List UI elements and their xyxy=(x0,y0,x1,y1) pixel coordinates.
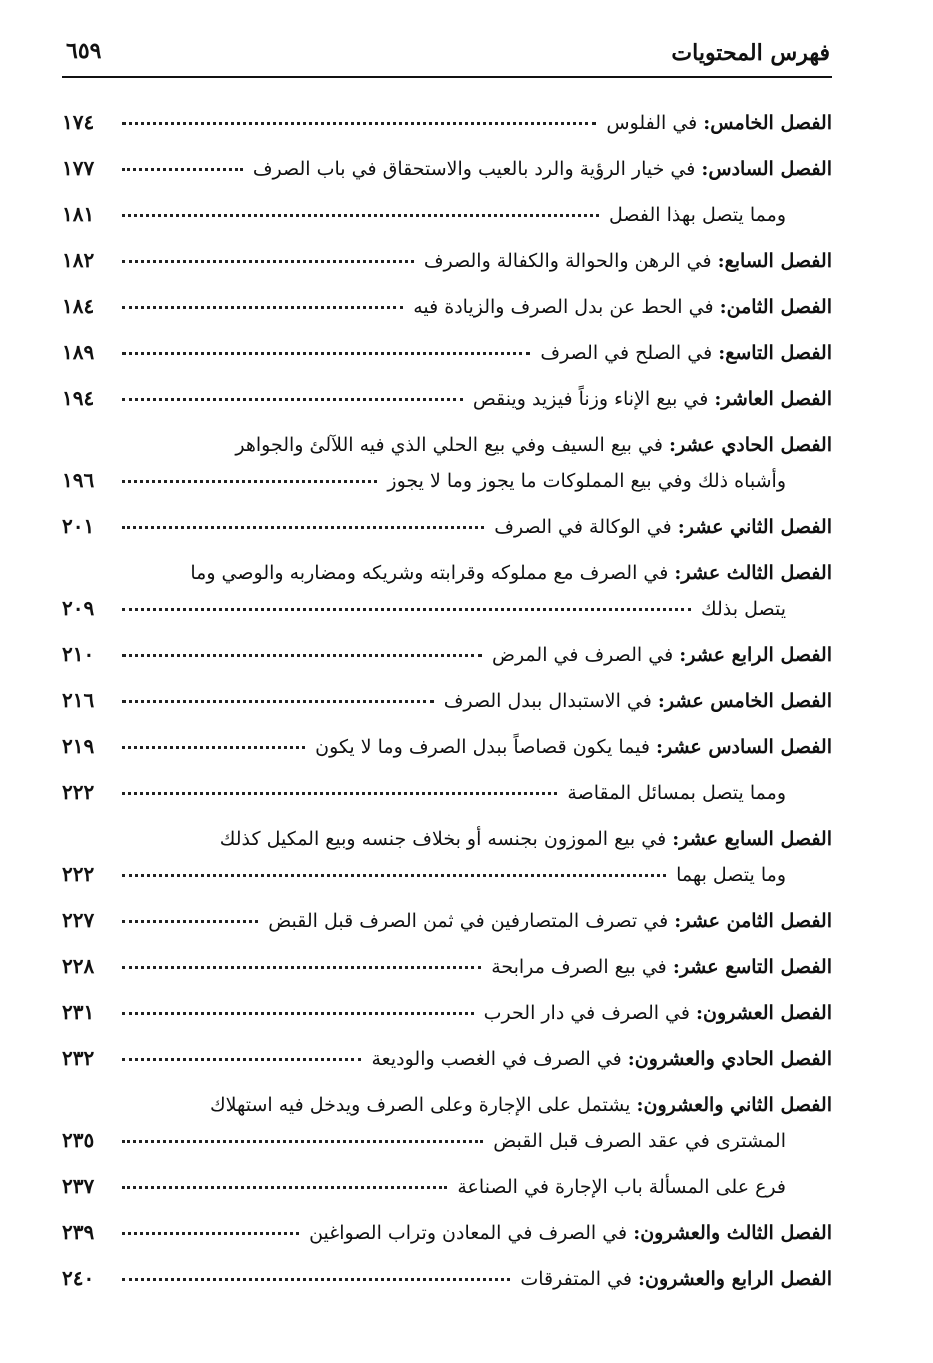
toc-page-number: ١٨٩ xyxy=(62,340,95,364)
chapter-text: في الاستبدال ببدل الصرف xyxy=(443,690,652,712)
toc-page-number: ٢٣٩ xyxy=(62,1220,95,1244)
dot-leader xyxy=(122,1186,447,1189)
toc-line xyxy=(62,896,832,932)
toc-title xyxy=(567,782,786,804)
toc-entry xyxy=(62,282,832,318)
dot-leader xyxy=(122,1012,474,1015)
chapter-label: الفصل الثامن عشر: xyxy=(674,910,832,932)
toc-entry xyxy=(62,144,832,180)
chapter-text: في الصرف في الغصب والوديعة xyxy=(371,1048,622,1070)
toc-line xyxy=(62,722,832,758)
toc-entry xyxy=(62,1208,832,1244)
chapter-label: الفصل العشرون: xyxy=(696,1002,832,1024)
chapter-text: ومما يتصل بمسائل المقاصة xyxy=(567,782,786,804)
chapter-label: الفصل الثالث والعشرون: xyxy=(633,1222,832,1244)
toc-line xyxy=(62,144,832,180)
toc-line xyxy=(62,190,832,226)
chapter-text-continued: وأشباه ذلك وفي بيع المملوكات ما يجوز وما لا يجوز xyxy=(387,470,786,492)
chapter-label: الفصل الحادي والعشرون: xyxy=(627,1048,832,1070)
chapter-text: في الصرف في المعادن وتراب الصواغين xyxy=(309,1222,628,1244)
toc-line xyxy=(62,1208,832,1244)
toc-line xyxy=(62,1080,832,1116)
toc-title xyxy=(491,956,832,978)
chapter-label: الفصل السادس: xyxy=(701,158,832,180)
toc-title xyxy=(444,690,832,712)
toc-entry xyxy=(62,1080,832,1152)
toc-title xyxy=(609,204,786,226)
toc-entry xyxy=(62,190,832,226)
chapter-text-continued: يتصل بذلك xyxy=(701,598,786,620)
chapter-label: الفصل السادس عشر: xyxy=(655,736,832,758)
toc-entry xyxy=(62,328,832,364)
toc-line xyxy=(62,584,832,620)
chapter-text: في الصلح في الصرف xyxy=(540,342,713,364)
dot-leader xyxy=(122,122,596,125)
chapter-text: فرع على المسألة باب الإجارة في الصناعة xyxy=(457,1176,786,1198)
toc-page-number: ٢٣٧ xyxy=(62,1174,95,1198)
toc-entry xyxy=(62,988,832,1024)
toc-page-number: ٢٣٥ xyxy=(62,1128,95,1152)
chapter-text: في الرهن والحوالة والكفالة والصرف xyxy=(423,250,712,272)
toc-line xyxy=(62,502,832,538)
toc-line xyxy=(62,98,832,134)
toc-title xyxy=(606,112,832,134)
toc-page-number: ٢٤٠ xyxy=(62,1266,95,1290)
toc-page-number: ٢٢٨ xyxy=(62,954,95,978)
dot-leader xyxy=(122,260,414,263)
toc-page-number: ٢٢٢ xyxy=(62,780,95,804)
table-of-contents xyxy=(62,98,832,1300)
chapter-label: الفصل الرابع عشر: xyxy=(679,644,832,666)
toc-page-number: ٢٠٩ xyxy=(62,596,95,620)
chapter-text-continued: المشترى في عقد الصرف قبل القبض xyxy=(493,1130,786,1152)
chapter-text: في بيع الإناء وزناً فيزيد وينقص xyxy=(472,388,709,410)
toc-page-number: ٢٣٢ xyxy=(62,1046,95,1070)
toc-page-number: ٢٢٧ xyxy=(62,908,95,932)
toc-title xyxy=(457,1176,786,1198)
toc-entry xyxy=(62,420,832,492)
toc-page-number: ١٧٧ xyxy=(62,156,95,180)
toc-line xyxy=(62,676,832,712)
toc-page-number: ١٧٤ xyxy=(62,110,95,134)
dot-leader xyxy=(122,1058,361,1061)
toc-title xyxy=(253,158,832,180)
dot-leader xyxy=(122,1232,299,1235)
toc-entry xyxy=(62,630,832,666)
chapter-text: في تصرف المتصارفين في ثمن الصرف قبل القبض xyxy=(268,910,669,932)
chapter-text: ومما يتصل بهذا الفصل xyxy=(609,204,786,226)
chapter-text: فيما يكون قصاصاً ببدل الصرف وما لا يكون xyxy=(315,736,650,758)
toc-page-number: ١٩٦ xyxy=(62,468,95,492)
chapter-label: الفصل السابع عشر: xyxy=(672,828,832,850)
dot-leader xyxy=(122,168,243,171)
toc-line xyxy=(62,988,832,1024)
dot-leader xyxy=(122,526,484,529)
chapter-text: في الحط عن بدل الصرف والزيادة فيه xyxy=(413,296,714,318)
toc-title xyxy=(484,1002,832,1024)
chapter-label: الفصل العاشر: xyxy=(714,388,832,410)
book-page xyxy=(62,28,832,1290)
dot-leader xyxy=(122,608,691,611)
chapter-text: في الصرف مع مملوكه وقرابته وشريكه ومضاربه والوصي وما xyxy=(190,562,669,584)
dot-leader xyxy=(122,874,666,877)
chapter-text: في الصرف في المرض xyxy=(491,644,674,666)
toc-line xyxy=(62,850,832,886)
toc-title xyxy=(309,1222,832,1244)
toc-line xyxy=(62,456,832,492)
toc-title xyxy=(413,296,832,318)
toc-page-number: ١٩٤ xyxy=(62,386,95,410)
dot-leader xyxy=(122,654,482,657)
dot-leader xyxy=(122,398,463,401)
chapter-label: الفصل الرابع والعشرون: xyxy=(638,1268,832,1290)
dot-leader xyxy=(122,352,530,355)
chapter-label: الفصل الثالث عشر: xyxy=(674,562,832,584)
toc-title xyxy=(520,1268,832,1290)
chapter-label: الفصل الحادي عشر: xyxy=(668,434,832,456)
chapter-text: في المتفرقات xyxy=(520,1268,632,1290)
chapter-label: الفصل الثامن: xyxy=(719,296,832,318)
toc-page-number: ٢٠١ xyxy=(62,514,95,538)
page-title: فهرس المحتويات xyxy=(671,40,830,66)
chapter-label: الفصل الثاني عشر: xyxy=(677,516,832,538)
chapter-text: في الصرف في دار الحرب xyxy=(483,1002,690,1024)
toc-line xyxy=(62,814,832,850)
toc-page-number: ١٨١ xyxy=(62,202,95,226)
toc-title xyxy=(473,388,832,410)
toc-page-number: ٢١٠ xyxy=(62,642,95,666)
toc-entry xyxy=(62,502,832,538)
chapter-text: في بيع الصرف مرابحة xyxy=(491,956,667,978)
dot-leader xyxy=(122,306,403,309)
toc-title xyxy=(494,516,832,538)
toc-line xyxy=(62,420,832,456)
toc-line xyxy=(62,768,832,804)
toc-entry xyxy=(62,814,832,886)
chapter-text: في بيع الموزون بجنسه أو بخلاف جنسه وبيع المكيل كذلك xyxy=(219,828,667,850)
toc-title xyxy=(315,736,832,758)
page-header xyxy=(62,28,832,78)
dot-leader xyxy=(122,920,258,923)
toc-page-number: ٢٢٢ xyxy=(62,862,95,886)
chapter-label: الفصل الثاني والعشرون: xyxy=(636,1094,832,1116)
toc-entry xyxy=(62,1034,832,1070)
toc-title xyxy=(424,250,832,272)
toc-title xyxy=(371,1048,832,1070)
toc-entry xyxy=(62,896,832,932)
chapter-label: الفصل السابع: xyxy=(717,250,832,272)
toc-page-number: ١٨٤ xyxy=(62,294,95,318)
chapter-label: الفصل التاسع عشر: xyxy=(672,956,832,978)
toc-entry xyxy=(62,676,832,712)
chapter-text: في الوكالة في الصرف xyxy=(494,516,672,538)
toc-title xyxy=(62,1094,832,1116)
chapter-label: الفصل التاسع: xyxy=(718,342,832,364)
dot-leader xyxy=(122,214,599,217)
toc-entry xyxy=(62,548,832,620)
toc-title xyxy=(540,342,832,364)
chapter-text-continued: وما يتصل بهما xyxy=(676,864,786,886)
dot-leader xyxy=(122,700,434,703)
toc-title xyxy=(62,562,832,584)
toc-page-number: ٢٣١ xyxy=(62,1000,95,1024)
chapter-text: يشتمل على الإجارة وعلى الصرف ويدخل فيه استهلاك xyxy=(209,1094,631,1116)
toc-line xyxy=(62,282,832,318)
toc-line xyxy=(62,1254,832,1290)
toc-page-number: ٢١٦ xyxy=(62,688,95,712)
toc-line xyxy=(62,630,832,666)
toc-line xyxy=(62,548,832,584)
dot-leader xyxy=(122,480,377,483)
toc-entry xyxy=(62,1162,832,1198)
chapter-text: في خيار الرؤية والرد بالعيب والاستحقاق في باب الصرف xyxy=(252,158,696,180)
chapter-label: الفصل الخامس عشر: xyxy=(657,690,832,712)
toc-entry xyxy=(62,98,832,134)
toc-line xyxy=(62,942,832,978)
toc-title xyxy=(62,828,832,850)
toc-line xyxy=(62,1034,832,1070)
toc-page-number: ١٨٢ xyxy=(62,248,95,272)
toc-line xyxy=(62,328,832,364)
toc-title xyxy=(268,910,832,932)
toc-title xyxy=(492,644,832,666)
toc-line xyxy=(62,236,832,272)
dot-leader xyxy=(122,746,305,749)
dot-leader xyxy=(122,792,557,795)
page-number: ٦٥٩ xyxy=(66,38,102,64)
dot-leader xyxy=(122,1278,510,1281)
toc-entry xyxy=(62,942,832,978)
toc-line xyxy=(62,374,832,410)
toc-entry xyxy=(62,1254,832,1290)
toc-page-number: ٢١٩ xyxy=(62,734,95,758)
toc-entry xyxy=(62,374,832,410)
chapter-text: في الفلوس xyxy=(606,112,698,134)
toc-title xyxy=(62,434,832,456)
chapter-text: في بيع السيف وفي بيع الحلي الذي فيه اللآلئ والجواهر xyxy=(235,434,663,456)
toc-entry xyxy=(62,722,832,758)
toc-entry xyxy=(62,768,832,804)
toc-line xyxy=(62,1162,832,1198)
toc-line xyxy=(62,1116,832,1152)
chapter-label: الفصل الخامس: xyxy=(703,112,832,134)
dot-leader xyxy=(122,1140,483,1143)
dot-leader xyxy=(122,966,481,969)
toc-entry xyxy=(62,236,832,272)
